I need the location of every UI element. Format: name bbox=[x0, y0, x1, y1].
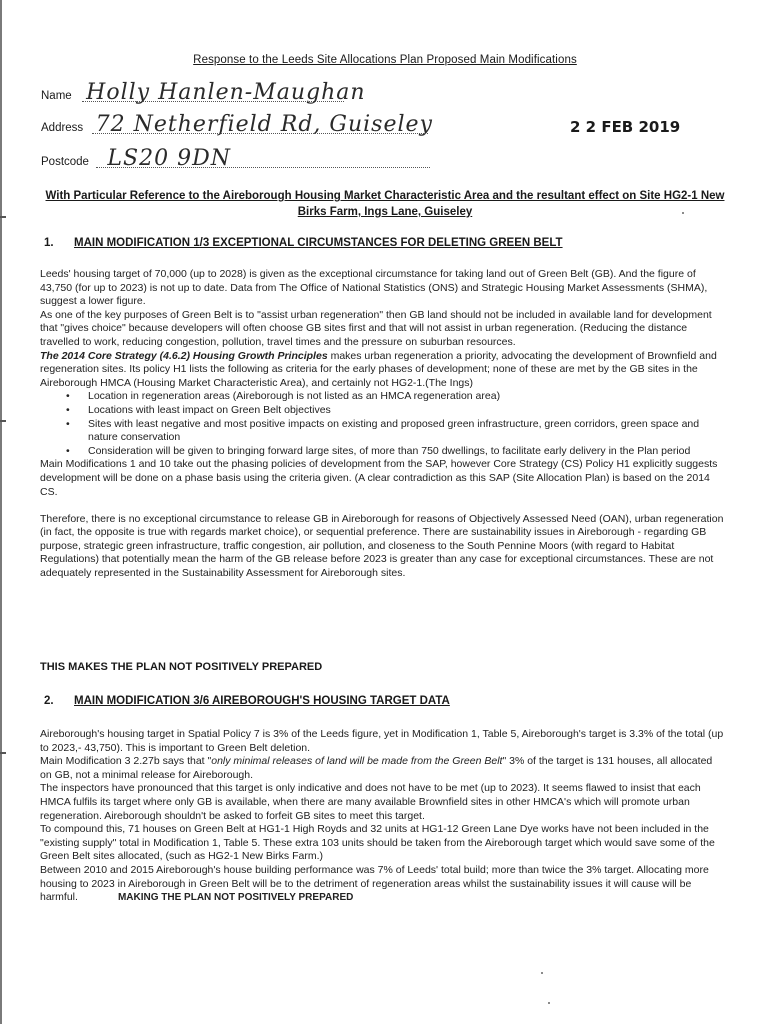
scan-speck bbox=[548, 1002, 550, 1004]
scan-mark bbox=[0, 216, 6, 218]
address-label: Address bbox=[41, 122, 84, 134]
section-2-conclusion: MAKING THE PLAN NOT POSITIVELY PREPARED bbox=[117, 892, 354, 904]
quote-followup: " 3% of the target is 131 houses, all allocated on GB, not a minimal release for Aireborough. bbox=[40, 755, 713, 781]
postcode-label: Postcode bbox=[41, 156, 89, 168]
name-handwritten: Holly Hanlen-Maughan bbox=[86, 80, 366, 105]
section-2-heading bbox=[44, 695, 450, 707]
page-title: Response to the Leeds Site Allocations Plan Proposed Main Modifications bbox=[193, 54, 577, 66]
core-strategy-reference: The 2014 Core Strategy (4.6.2) Housing Growth Principles bbox=[40, 349, 328, 362]
section-1-paragraph bbox=[40, 350, 724, 391]
section-2-number: 2. bbox=[44, 695, 54, 707]
section-1-number: 1. bbox=[44, 237, 54, 249]
section-2-body bbox=[40, 728, 724, 905]
quote-intro: Main Modification 3 2.27b says that " bbox=[40, 755, 212, 768]
postcode-dotted-line bbox=[96, 166, 430, 168]
section-1-body bbox=[40, 268, 724, 581]
section-1-paragraph: As one of the key purposes of Green Belt is to "assist urban regeneration" then GB land should not be included in available land for development that "gives choice" because developers will often choose GB sites first and that will not assist in urban regeneration. (Reducing the distance travelled to work, reducing congestion, pollution, travel times and the pressure on suburban resources. bbox=[40, 308, 712, 348]
criteria-list bbox=[40, 390, 724, 458]
address-dotted-line bbox=[92, 132, 428, 134]
scan-speck bbox=[541, 972, 543, 974]
performance-text: Between 2010 and 2015 Aireborough's house building performance was 7% of Leeds' total build; more than twice the 3% target. Allocating more housing to 2023 in Aireborough in Green Belt will be to the detriment of regeneration areas whilst the sustainability issues it will cause will be harmful. bbox=[40, 863, 709, 904]
address-handwritten: 72 Netherfield Rd, Guiseley bbox=[95, 112, 433, 137]
scan-mark bbox=[0, 752, 6, 754]
received-date-stamp: 2 2 FEB 2019 bbox=[570, 118, 681, 136]
section-1-heading bbox=[44, 237, 563, 249]
list-item: • Consideration will be given to bringing forward large sites, of more than 750 dwellings, to facilitate early delivery in the Plan period bbox=[88, 445, 724, 459]
core-strategy-text: makes urban regeneration a priority, advocating the development of Brownfield and regeneration sites. Its policy H1 lists the following as criteria for the early phases of development; none of these are met by the GB sites in the Aireborough HMCA (Housing Market Characteristic Area), and certainly not HG2-1.(The Ings) bbox=[40, 349, 717, 389]
section-2-paragraph: The inspectors have pronounced that this target is only indicative and does not have to be met (up to 2023). It seems flawed to insist that each HMCA fulfils its target where only GB is available, when there are many available Brownfield sites in other HMCA's which will promote urban regeneration. Aireborough shouldn't be asked to forfeit GB sites to meet this target. bbox=[40, 782, 701, 822]
section-2-paragraph bbox=[40, 864, 724, 905]
scan-left-edge bbox=[0, 0, 2, 1024]
list-item: • Locations with least impact on Green Belt objectives bbox=[88, 404, 724, 418]
section-2-paragraph: To compound this, 71 houses on Green Belt at HG1-1 High Royds and 32 units at HG1-12 Green Lane Dye works have not been included in the "existing supply" total in Modification 1, Table 5. These extra 103 units should be taken from the Aireborough target which would save some of the Green Belt sites allocated, (such as HG2-1 New Birks Farm.) bbox=[40, 823, 715, 863]
scan-mark bbox=[0, 420, 6, 422]
section-2-paragraph: Aireborough's housing target in Spatial Policy 7 is 3% of the Leeds figure, yet in Modification 1, Table 5, Aireborough's target is 3.3% of the total (up to 2023,- 43,750). This is important to Green Belt deletion. bbox=[40, 728, 724, 754]
section-2-title: MAIN MODIFICATION 3/6 AIREBOROUGH'S HOUSING TARGET DATA bbox=[74, 695, 450, 707]
list-item: • Sites with least negative and most positive impacts on existing and proposed green infrastructure, green corridors, green space and nature conservation bbox=[88, 418, 724, 445]
name-dotted-line bbox=[82, 100, 344, 102]
section-2-paragraph bbox=[40, 755, 724, 782]
section-1-paragraph: Therefore, there is no exceptional circumstance to release GB in Aireborough for reasons of Objectively Assessed Need (OAN), urban regeneration (in fact, the opposite is true with regards market choice), or sequential preference. There are sustainability issues in Aireborough - regarding GB purpose, strategic green infrastructure, traffic congestion, air pollution, and closeness to the South Pennine Moors (with regard to Habitat Regulations) that potentially mean the harm of the GB release before 2023 is greater than any case for exceptional circumstances. These are not adequately represented in the Sustainability Assessment for Aireborough sites. bbox=[40, 512, 724, 580]
section-1-paragraph: Leeds' housing target of 70,000 (up to 2028) is given as the exceptional circumstance for taking land out of Green Belt (GB). And the figure of 43,750 (for up to 2023) is not up to date. Data from The Office of National Statistics (ONS) and Strategic Housing Market Assessments (SHMA), suggest a lower figure. bbox=[40, 268, 708, 308]
section-1-conclusion: THIS MAKES THE PLAN NOT POSITIVELY PREPARED bbox=[40, 661, 323, 673]
section-1-paragraph: Main Modifications 1 and 10 take out the phasing policies of development from the SAP, however Core Strategy (CS) Policy H1 explicitly suggests development will be done on a phase basis using the criteria given. (A clear contradiction as this SAP (Site Allocation Plan) is based on the 2014 CS. bbox=[40, 458, 718, 498]
section-1-title: MAIN MODIFICATION 1/3 EXCEPTIONAL CIRCUMSTANCES FOR DELETING GREEN BELT bbox=[74, 237, 563, 249]
list-item: • Location in regeneration areas (Aireborough is not listed as an HMCA regeneration area) bbox=[88, 390, 724, 404]
name-label: Name bbox=[41, 90, 72, 102]
quoted-text: only minimal releases of land will be made from the Green Belt bbox=[211, 755, 503, 768]
document-subheading: With Particular Reference to the Aireborough Housing Market Characteristic Area and the resultant effect on Site HG2-1 New Birks Farm, Ings Lane, Guiseley bbox=[45, 190, 725, 218]
postcode-handwritten: LS20 9DN bbox=[107, 146, 231, 171]
